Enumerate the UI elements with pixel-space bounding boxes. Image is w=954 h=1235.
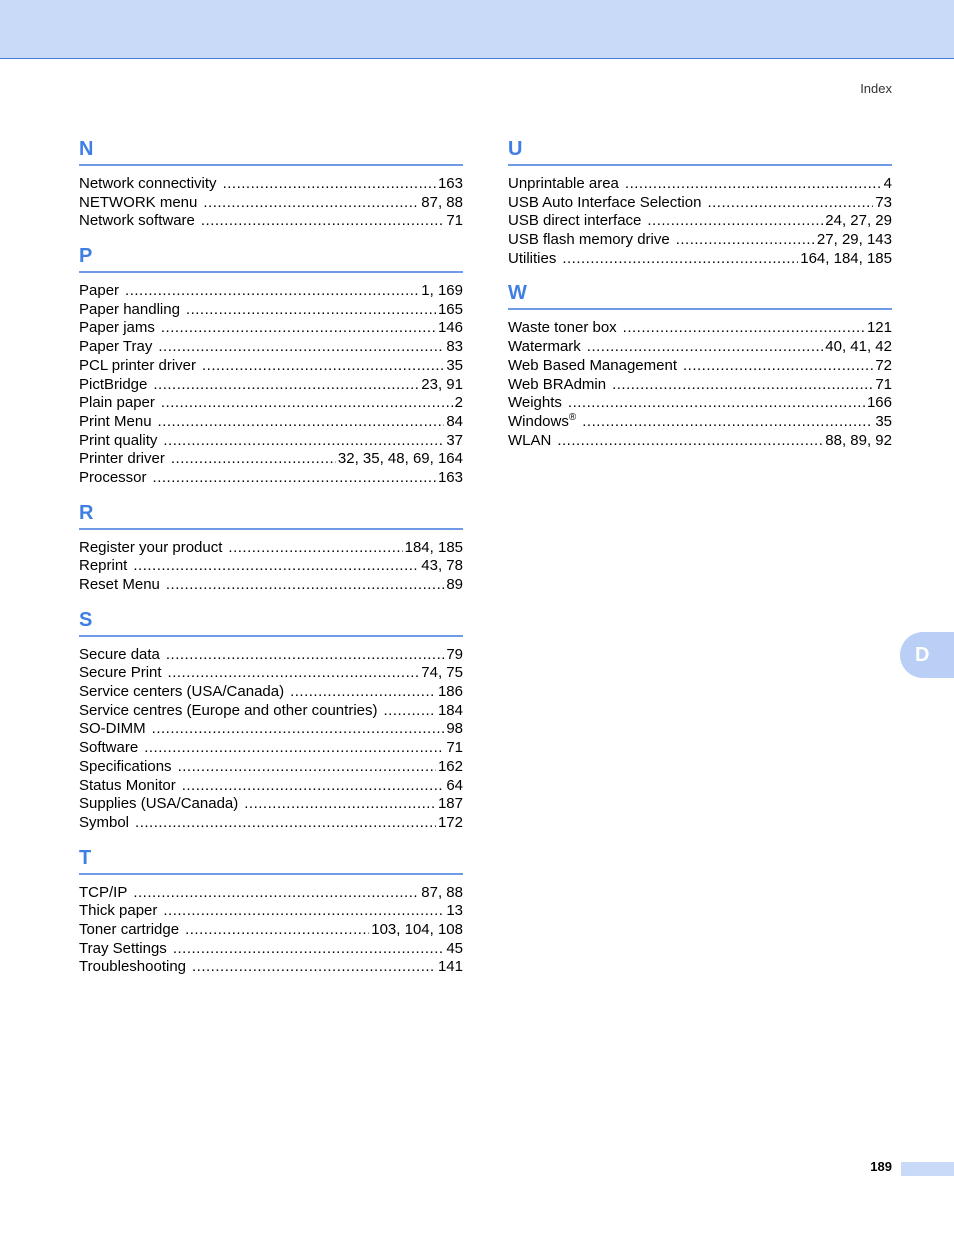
- entry-term-text: Print quality: [79, 431, 158, 449]
- index-section: [79, 134, 463, 231]
- dot-leader: [171, 450, 336, 469]
- dot-leader: [133, 557, 419, 576]
- index-entry: [79, 739, 463, 758]
- entry-pages: 79: [446, 645, 463, 663]
- entry-pages: 89: [446, 576, 463, 593]
- entry-term-text: Troubleshooting: [79, 958, 187, 976]
- entry-term-text: Status Monitor: [79, 776, 176, 794]
- dot-leader: [201, 212, 444, 231]
- entry-pages: 24, 27, 29: [825, 212, 892, 230]
- dot-leader: [185, 921, 369, 940]
- index-entry: [79, 902, 463, 921]
- dot-leader: [707, 194, 873, 213]
- entry-list: [508, 175, 892, 268]
- index-entry: [508, 357, 892, 376]
- entry-term-text: Thick paper: [79, 902, 158, 920]
- index-column-right: [508, 134, 892, 460]
- index-entry: [79, 958, 463, 977]
- entry-term: [79, 576, 160, 595]
- entry-pages: 2: [454, 394, 463, 412]
- index-section: [79, 843, 463, 977]
- entry-term: [508, 432, 551, 451]
- entry-term-text: Network connectivity: [79, 175, 217, 192]
- index-entry: [79, 319, 463, 338]
- entry-term: [79, 884, 127, 903]
- entry-pages: 187: [437, 795, 463, 813]
- entry-term: [508, 376, 606, 395]
- entry-term-text: NETWORK menu: [79, 193, 198, 211]
- index-entry: [79, 376, 463, 395]
- index-entry: [79, 282, 463, 301]
- entry-term: [79, 921, 179, 940]
- entry-list: [79, 175, 463, 231]
- index-entry: [79, 338, 463, 357]
- index-entry: [79, 702, 463, 721]
- dot-leader: [163, 902, 444, 921]
- section-letter: S: [79, 605, 463, 637]
- dot-leader: [158, 338, 444, 357]
- dot-leader: [125, 282, 419, 301]
- index-entry: [508, 413, 892, 432]
- entry-pages: 141: [437, 958, 463, 976]
- index-entry: [79, 777, 463, 796]
- index-entry: [79, 175, 463, 194]
- index-entry: [508, 319, 892, 338]
- entry-term-text: Specifications: [79, 757, 172, 775]
- entry-term: [508, 413, 576, 432]
- entry-term-text: Paper jams: [79, 319, 155, 337]
- entry-term: [79, 212, 195, 231]
- entry-term: [79, 646, 160, 665]
- entry-term-text: Tray Settings: [79, 939, 167, 957]
- dot-leader: [625, 175, 882, 194]
- entry-pages: 71: [446, 739, 463, 757]
- entry-pages: 88, 89, 92: [825, 431, 892, 449]
- entry-list: [508, 319, 892, 450]
- entry-term: [79, 376, 147, 395]
- entry-term-text: Weights: [508, 394, 562, 412]
- entry-term: [79, 777, 176, 796]
- entry-pages: 32, 35, 48, 69, 164: [337, 450, 463, 468]
- dot-leader: [163, 432, 444, 451]
- entry-pages: 172: [437, 813, 463, 831]
- entry-pages: 184, 185: [404, 538, 463, 556]
- dot-leader: [647, 212, 823, 231]
- entry-term-text: USB Auto Interface Selection: [508, 193, 702, 211]
- dot-leader: [192, 958, 436, 977]
- entry-pages: 162: [437, 757, 463, 775]
- dot-leader: [135, 814, 436, 833]
- entry-term: [508, 338, 581, 357]
- header-band: [0, 0, 954, 59]
- entry-term: [79, 301, 180, 320]
- entry-term-text: Symbol: [79, 813, 130, 831]
- entry-term-text: Supplies (USA/Canada): [79, 795, 239, 813]
- section-letter: U: [508, 134, 892, 166]
- entry-term: [79, 194, 197, 213]
- entry-pages: 163: [437, 468, 463, 486]
- index-entry: [79, 921, 463, 940]
- index-entry: [508, 212, 892, 231]
- index-entry: [79, 884, 463, 903]
- entry-pages: 83: [446, 338, 463, 356]
- entry-term: [508, 394, 562, 413]
- entry-pages: 45: [446, 939, 463, 957]
- entry-term: [508, 212, 641, 231]
- entry-term: [508, 319, 617, 338]
- dot-leader: [182, 777, 445, 796]
- dot-leader: [153, 469, 436, 488]
- index-section: [79, 241, 463, 488]
- entry-list: [79, 539, 463, 595]
- dot-leader: [203, 194, 419, 213]
- entry-term-text: Service centres (Europe and other countries): [79, 701, 378, 719]
- entry-term-text: Watermark: [508, 338, 581, 356]
- entry-pages: 1, 169: [421, 282, 463, 300]
- index-entry: [79, 758, 463, 777]
- entry-pages: 164, 184, 185: [800, 249, 892, 267]
- index-entry: [79, 646, 463, 665]
- entry-term: [79, 720, 146, 739]
- entry-term-text: Printer driver: [79, 450, 165, 468]
- index-entry: [79, 576, 463, 595]
- dot-leader: [161, 394, 453, 413]
- entry-term-text: Windows: [508, 412, 569, 430]
- entry-pages: 146: [437, 319, 463, 337]
- entry-term: [79, 683, 284, 702]
- entry-pages: 103, 104, 108: [371, 920, 463, 938]
- entry-pages: 71: [875, 375, 892, 393]
- entry-term: [79, 557, 127, 576]
- entry-term: [79, 432, 157, 451]
- entry-term-text: Reprint: [79, 557, 128, 575]
- index-column-left: [79, 134, 463, 987]
- entry-term-text: PCL printer driver: [79, 356, 196, 374]
- index-entry: [79, 212, 463, 231]
- section-letter: W: [508, 278, 892, 310]
- index-entry: [79, 814, 463, 833]
- entry-pages: 35: [875, 412, 892, 430]
- dot-leader: [612, 376, 873, 395]
- dot-leader: [587, 338, 823, 357]
- entry-term-text: Web BRAdmin: [508, 375, 607, 393]
- entry-pages: 13: [446, 902, 463, 920]
- entry-pages: 87, 88: [421, 193, 463, 211]
- dot-leader: [178, 758, 436, 777]
- entry-pages: 163: [437, 175, 463, 192]
- index-entry: [79, 795, 463, 814]
- index-entry: [508, 175, 892, 194]
- section-letter: T: [79, 843, 463, 875]
- entry-term-text: PictBridge: [79, 375, 148, 393]
- entry-term: [508, 194, 701, 213]
- dot-leader: [244, 795, 436, 814]
- index-entry: [508, 194, 892, 213]
- index-section: [79, 498, 463, 595]
- entry-term-text: Service centers (USA/Canada): [79, 683, 285, 701]
- index-entry: [508, 394, 892, 413]
- entry-pages: 35: [446, 356, 463, 374]
- index-entry: [79, 413, 463, 432]
- entry-term: [79, 739, 138, 758]
- dot-leader: [290, 683, 436, 702]
- index-entry: [508, 231, 892, 250]
- entry-term: [79, 357, 196, 376]
- index-entry: [508, 338, 892, 357]
- entry-pages: 43, 78: [421, 557, 463, 575]
- entry-term: [79, 450, 165, 469]
- entry-term: [79, 282, 119, 301]
- dot-leader: [676, 231, 815, 250]
- entry-term-text: Unprintable area: [508, 175, 619, 192]
- entry-pages: 74, 75: [421, 664, 463, 682]
- entry-list: [79, 884, 463, 977]
- entry-term-text: Print Menu: [79, 412, 152, 430]
- dot-leader: [562, 250, 798, 269]
- entry-term-text: Software: [79, 739, 139, 757]
- entry-term-text: Waste toner box: [508, 319, 617, 337]
- dot-leader: [228, 539, 402, 558]
- entry-term-text: Secure Print: [79, 664, 162, 682]
- entry-term: [508, 231, 670, 250]
- entry-term: [79, 469, 147, 488]
- entry-pages: 72: [875, 356, 892, 374]
- entry-term: [79, 539, 222, 558]
- dot-leader: [168, 664, 420, 683]
- entry-term: [508, 357, 677, 376]
- page-number: 189: [870, 1159, 892, 1174]
- entry-term-text: Register your product: [79, 538, 223, 556]
- entry-term: [79, 814, 129, 833]
- running-title: Index: [860, 81, 892, 96]
- entry-pages: 186: [437, 683, 463, 701]
- index-entry: [79, 683, 463, 702]
- registered-mark: ®: [568, 411, 577, 423]
- index-section: [508, 278, 892, 450]
- entry-term: [79, 394, 155, 413]
- entry-pages: 37: [446, 431, 463, 449]
- dot-leader: [152, 720, 445, 739]
- entry-pages: 98: [446, 720, 463, 738]
- entry-term: [79, 795, 238, 814]
- entry-term-text: Paper handling: [79, 300, 180, 318]
- dot-leader: [133, 884, 419, 903]
- entry-term-text: Paper Tray: [79, 338, 153, 356]
- entry-term-text: Network software: [79, 212, 195, 230]
- index-entry: [79, 432, 463, 451]
- dot-leader: [202, 357, 444, 376]
- chapter-tab-label: D: [915, 643, 930, 666]
- entry-term-text: Secure data: [79, 645, 160, 663]
- entry-pages: 166: [866, 394, 892, 412]
- index-entry: [508, 250, 892, 269]
- entry-pages: 165: [437, 300, 463, 318]
- section-letter: P: [79, 241, 463, 273]
- entry-pages: 73: [875, 193, 892, 211]
- entry-term-text: USB direct interface: [508, 212, 642, 230]
- index-entry: [79, 301, 463, 320]
- entry-term-text: Reset Menu: [79, 576, 160, 593]
- entry-term-text: Paper: [79, 282, 120, 300]
- index-section: [79, 605, 463, 833]
- entry-term: [79, 413, 152, 432]
- entry-term-text: WLAN: [508, 431, 552, 449]
- index-section: [508, 134, 892, 268]
- dot-leader: [144, 739, 444, 758]
- entry-term-text: TCP/IP: [79, 883, 128, 901]
- entry-term-text: Utilities: [508, 249, 557, 267]
- dot-leader: [223, 175, 436, 194]
- dot-leader: [161, 319, 436, 338]
- dot-leader: [153, 376, 419, 395]
- dot-leader: [166, 646, 444, 665]
- index-entry: [79, 357, 463, 376]
- dot-leader: [166, 576, 444, 595]
- index-entry: [79, 194, 463, 213]
- index-entry: [508, 376, 892, 395]
- section-letter: R: [79, 498, 463, 530]
- entry-list: [79, 646, 463, 833]
- entry-term: [79, 338, 152, 357]
- entry-pages: 87, 88: [421, 883, 463, 901]
- entry-term-text: Plain paper: [79, 394, 155, 412]
- index-entry: [79, 450, 463, 469]
- dot-leader: [568, 394, 865, 413]
- entry-term-text: SO-DIMM: [79, 720, 146, 738]
- index-entry: [79, 940, 463, 959]
- entry-term: [508, 250, 556, 269]
- dot-leader: [158, 413, 445, 432]
- entry-term-text: Toner cartridge: [79, 920, 180, 938]
- entry-pages: 27, 29, 143: [816, 231, 892, 249]
- index-entry: [508, 432, 892, 451]
- entry-term: [79, 664, 162, 683]
- entry-term: [79, 958, 186, 977]
- chapter-tab: [900, 632, 954, 678]
- entry-pages: 84: [446, 412, 463, 430]
- section-letter: N: [79, 134, 463, 166]
- entry-term: [79, 902, 157, 921]
- index-entry: [79, 394, 463, 413]
- index-entry: [79, 664, 463, 683]
- dot-leader: [683, 357, 873, 376]
- index-entry: [79, 539, 463, 558]
- entry-pages: 4: [883, 175, 892, 192]
- entry-pages: 121: [866, 319, 892, 337]
- entry-term-text: Web Based Management: [508, 356, 677, 374]
- dot-leader: [173, 940, 445, 959]
- entry-term: [79, 758, 172, 777]
- entry-pages: 71: [446, 212, 463, 230]
- dot-leader: [557, 432, 823, 451]
- entry-term-text: USB flash memory drive: [508, 231, 670, 249]
- entry-term: [79, 940, 167, 959]
- index-entry: [79, 469, 463, 488]
- entry-list: [79, 282, 463, 488]
- entry-term: [79, 175, 217, 194]
- dot-leader: [186, 301, 436, 320]
- entry-pages: 40, 41, 42: [825, 338, 892, 356]
- footer-bar: [901, 1162, 954, 1176]
- entry-pages: 184: [437, 701, 463, 719]
- entry-pages: 23, 91: [421, 375, 463, 393]
- dot-leader: [383, 702, 435, 721]
- entry-term: [79, 319, 155, 338]
- index-entry: [79, 720, 463, 739]
- entry-term-text: Processor: [79, 468, 147, 486]
- entry-term: [508, 175, 619, 194]
- dot-leader: [582, 413, 873, 432]
- entry-term: [79, 702, 377, 721]
- index-entry: [79, 557, 463, 576]
- entry-pages: 64: [446, 776, 463, 794]
- dot-leader: [623, 319, 865, 338]
